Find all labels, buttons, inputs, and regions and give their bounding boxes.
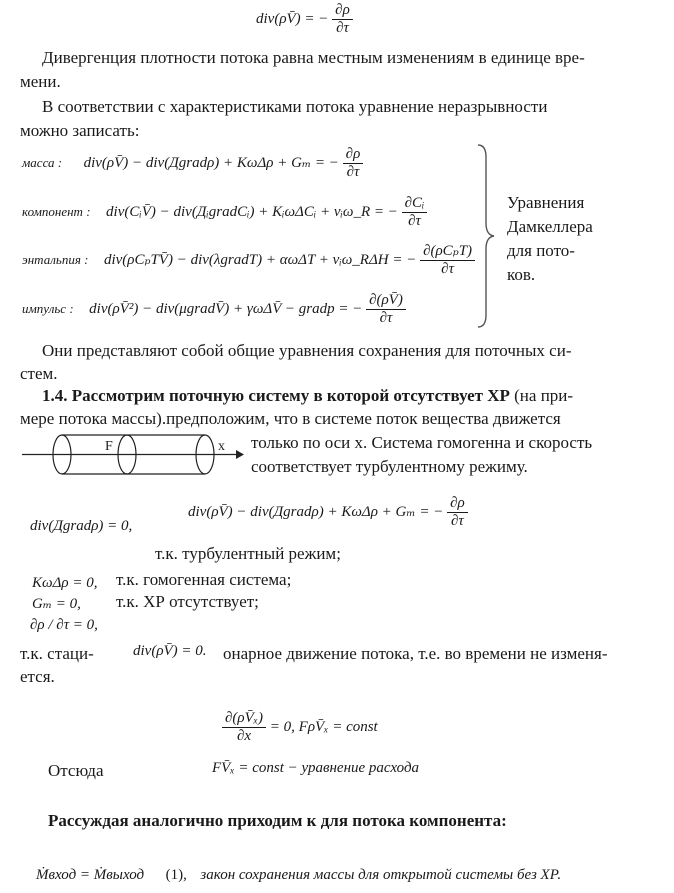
fraction-numerator: ∂Cᵢ: [402, 195, 428, 213]
flow-equation: FV̄ₓ = const − уравнение расхода: [212, 760, 420, 776]
equation-mass-repeat: [188, 495, 468, 530]
row-label: импульс :: [22, 300, 74, 316]
fraction-denominator: ∂x: [236, 727, 252, 744]
fraction-denominator: ∂τ: [408, 212, 421, 229]
mass-balance: Ṁвход = Ṁвыход: [36, 867, 145, 883]
system-row-enthalpy: [22, 243, 475, 278]
condition-diffusion: div(Дgradρ) = 0,: [30, 518, 133, 534]
paragraph-line: мере потока массы).предположим, что в системе поток вещества движется: [20, 409, 561, 428]
paragraph-line: мени.: [20, 72, 61, 91]
stationary-suffix: онарное движение потока, т.е. во времени не изменя-: [223, 644, 608, 663]
row-label: энтальпия :: [22, 251, 89, 267]
fraction: [447, 495, 468, 530]
final-equation: [36, 867, 561, 884]
row-label: масса :: [22, 154, 63, 170]
equation-lhs: div(ρV̄) = −: [256, 10, 329, 27]
row-expression: div(CᵢV̄) − div(ДᵢgradCᵢ) + KᵢωΔCᵢ + νᵢω_R = −: [106, 203, 398, 220]
system-note-line: для пото-: [507, 241, 575, 260]
condition-reason: т.к. турбулентный режим;: [155, 544, 341, 563]
fraction-denominator: ∂τ: [346, 163, 360, 180]
fraction-denominator: ∂τ: [336, 19, 349, 36]
condition-homogeneous: KωΔρ = 0,: [32, 575, 98, 591]
hence-label: Отсюда: [48, 761, 104, 780]
conclusion-heading: Рассуждая аналогично приходим к для потока компонента:: [48, 811, 507, 830]
fraction: [402, 195, 428, 230]
system-row-momentum: [22, 292, 406, 327]
condition-no-reaction: Gₘ = 0,: [32, 596, 81, 612]
stationary-equation: div(ρV̄) = 0.: [133, 643, 207, 659]
system-note-line: ков.: [507, 265, 536, 284]
paragraph-line: Дивергенция плотности потока равна местным изменениям в единице вре-: [42, 48, 585, 67]
condition-reason: т.к. ХР отсутствует;: [116, 592, 259, 611]
fraction-numerator: ∂ρ: [447, 495, 468, 513]
label-f: F: [105, 439, 113, 454]
fraction-numerator: ∂ρ: [343, 146, 364, 164]
paragraph-line: стем.: [20, 364, 58, 383]
fraction-numerator: ∂(ρV̄ₓ): [222, 710, 266, 728]
system-row-mass: [22, 146, 363, 181]
paragraph-line: Они представляют собой общие уравнения сохранения для поточных си-: [42, 341, 572, 360]
equation-tail: = 0, FρV̄ₓ = const: [269, 718, 378, 735]
fraction: [343, 146, 364, 181]
condition-stationary: ∂ρ / ∂τ = 0,: [30, 617, 98, 633]
section-heading-rest: (на при-: [509, 386, 574, 405]
fraction-denominator: ∂τ: [379, 309, 393, 326]
equation-continuity-x: [222, 710, 378, 745]
equation-expression: div(ρV̄) − div(Дgradρ) + KωΔρ + Gₘ = −: [188, 503, 444, 520]
pipe-flow-diagram: [22, 428, 244, 480]
fraction: [366, 292, 406, 327]
fraction: [332, 2, 353, 37]
label-x: x: [218, 439, 225, 454]
paragraph-line: можно записать:: [20, 121, 140, 140]
section-heading: 1.4. Рассмотрим поточную систему в которой отсутствует ХР: [42, 386, 510, 405]
fraction: [222, 710, 266, 745]
arrowhead-icon: [236, 450, 244, 459]
condition-reason: т.к. гомогенная система;: [116, 570, 292, 589]
section-heading-line: [42, 386, 573, 406]
fraction-denominator: ∂τ: [451, 512, 464, 529]
system-note-line: Дамкеллера: [507, 217, 593, 236]
right-brace-icon: [476, 143, 498, 329]
row-expression: div(ρV̄²) − div(μgradV̄) + γωΔV̄ − gradp = −: [89, 300, 363, 317]
system-note-line: Уравнения: [507, 193, 585, 212]
row-expression: div(ρCₚTV̄) − div(λgradT) + αωΔT + νᵢω_RΔH = −: [103, 251, 417, 268]
row-label: компонент :: [22, 203, 91, 219]
fraction-numerator: ∂(ρCₚT): [420, 243, 475, 261]
equation-divergence: [256, 2, 353, 37]
fraction-numerator: ∂ρ: [332, 2, 353, 20]
equation-number: (1),: [165, 867, 187, 883]
paragraph-line: ется.: [20, 667, 55, 686]
paragraph-line: только по оси х. Система гомогенна и скорость: [251, 433, 593, 452]
fraction-denominator: ∂τ: [441, 260, 454, 277]
final-equation-text: закон сохранения массы для открытой системы без ХР.: [200, 867, 562, 883]
fraction: [420, 243, 475, 278]
paragraph-line: В соответствии с характеристиками потока уравнение неразрывности: [42, 97, 548, 116]
fraction-numerator: ∂(ρV̄): [366, 292, 406, 310]
system-row-component: [22, 195, 427, 230]
row-expression: div(ρV̄) − div(Дgradρ) + KωΔρ + Gₘ = −: [83, 154, 339, 171]
stationary-prefix: т.к. стаци-: [20, 644, 94, 663]
paragraph-line: соответствует турбулентному режиму.: [251, 457, 528, 476]
